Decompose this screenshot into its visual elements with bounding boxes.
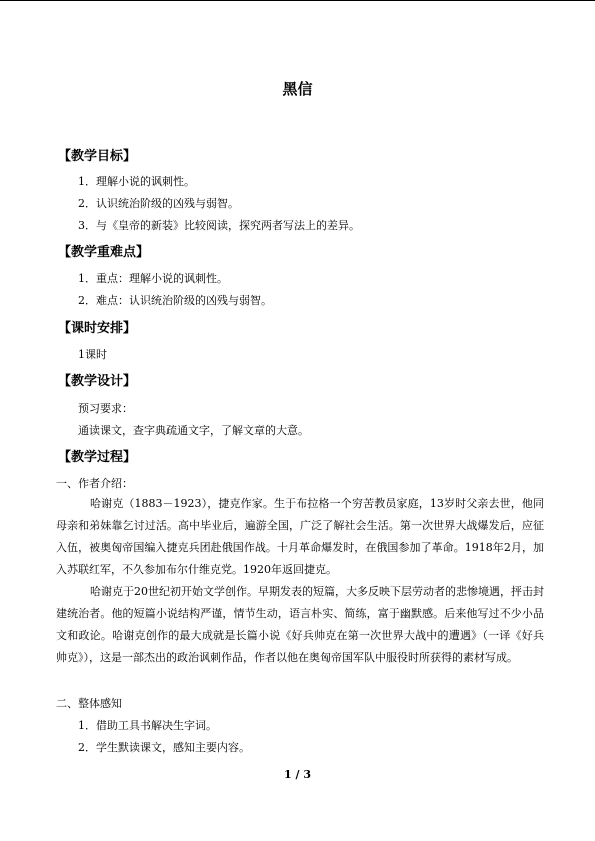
goal-item: 3．与《皇帝的新装》比较阅读，探究两者写法上的差异。 xyxy=(78,219,360,232)
schedule-text: 1课时 xyxy=(78,348,107,361)
part2-item: 1．借助工具书解决生字词。 xyxy=(78,719,217,732)
section-heading-design: 【教学设计】 xyxy=(58,374,137,389)
section-heading-schedule: 【课时安排】 xyxy=(58,321,137,336)
section-heading-key-points: 【教学重难点】 xyxy=(58,245,150,260)
preview-text: 通读课文，查字典疏通文字，了解文章的大意。 xyxy=(78,424,309,437)
page-top-border xyxy=(0,0,595,1)
key-point-item: 2．难点：认识统治阶级的凶残与弱智。 xyxy=(78,294,272,307)
preview-label: 预习要求： xyxy=(78,402,133,415)
author-paragraph-2: 哈谢克于20世纪初开始文学创作。早期发表的短篇，大多反映下层劳动者的悲惨境遇，抨击封建统治者。他的短篇小说结构严谨，情节生动，语言朴实、简练，富于幽默感。后来他写过不少小品文和政论。哈谢克创作的最大成就是长篇小说《好兵帅克在第一次世界大战中的遭遇》（一译《好兵帅克》），这是一部杰出的政治讽刺作品，作者以他在奥匈帝国军队中服役时所获得的素材写成。 xyxy=(56,585,544,664)
goal-item: 2．认识统治阶级的凶残与弱智。 xyxy=(78,197,239,210)
part1-title: 一、作者介绍： xyxy=(56,477,133,490)
section-heading-process: 【教学过程】 xyxy=(58,450,137,465)
part2-item: 2．学生默读课文，感知主要内容。 xyxy=(78,741,250,754)
section-heading-goals: 【教学目标】 xyxy=(58,149,137,164)
key-point-item: 1．重点：理解小说的讽刺性。 xyxy=(78,272,228,285)
part2-title: 二、整体感知 xyxy=(56,697,122,710)
document-title: 黑信 xyxy=(282,80,313,98)
goal-item: 1．理解小说的讽刺性。 xyxy=(78,175,195,188)
author-paragraph-1: 哈谢克（1883－1923），捷克作家。生于布拉格一个穷苦教员家庭，13岁时父亲去世，他同母亲和弟妹靠乞讨过活。高中毕业后，遍游全国，广泛了解社会生活。第一次世界大战爆发后，应征入伍，被奥匈帝国编入捷克兵团赴俄国作战。十月革命爆发时，在俄国参加了革命。1918年2月，加入苏联红军，不久参加布尔什维克党。1920年返回捷克。 xyxy=(56,497,544,576)
page-number: 1 / 3 xyxy=(284,768,311,781)
